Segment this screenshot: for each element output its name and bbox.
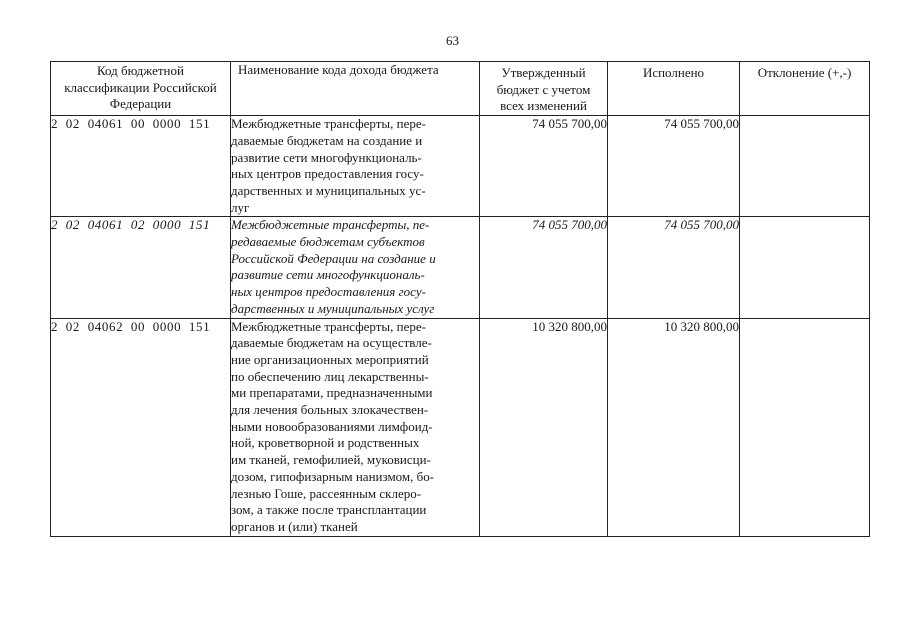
header-deviation: Отклонение (+,-) [740,62,870,116]
budget-revenue-table [50,61,870,537]
row-name-line: редаваемые бюджетам субъектов [231,234,425,250]
row-deviation [740,217,870,318]
row-approved: 10 320 800,00 [480,318,608,536]
table-row [51,116,870,217]
row-name-line: органов и (или) тканей [231,518,358,534]
row-executed: 74 055 700,00 [608,116,740,217]
row-code: 2 02 04061 02 0000 151 [51,217,231,318]
row-name-line: Межбюджетные трансферты, пере- [231,318,426,334]
row-name-line: ных центров предоставления госу- [231,166,424,182]
table-header-row [51,62,870,116]
row-name-line: ми препаратами, предназначенными [231,385,433,401]
row-name-line: зом, а также после трансплантации [231,502,427,518]
table-row [51,318,870,536]
row-name-line: развитие сети многофункциональ- [231,267,425,283]
row-deviation [740,318,870,536]
row-name-line: им тканей, гемофилией, муковисци- [231,452,431,468]
table-row [51,217,870,318]
row-name [231,217,480,318]
row-name-line: развитие сети многофункциональ- [231,149,422,165]
row-name-line: для лечения больных злокачествен- [231,402,429,418]
row-name-line: даваемые бюджетам на создание и [231,132,423,148]
header-name: Наименование кода дохода бюджета [231,62,480,116]
row-name-line: дарственных и муниципальных ус- [231,182,426,198]
header-code: Код бюджетной классификации Российской Федерации [51,62,231,116]
row-name-line: ными новообразованиями лимфоид- [231,418,433,434]
row-approved: 74 055 700,00 [480,217,608,318]
row-name-line: даваемые бюджетам на осуществле- [231,335,432,351]
row-name-line: дарственных и муниципальных услуг [231,300,435,316]
row-name [231,116,480,217]
row-name-line: лезнью Гоше, рассеянным склеро- [231,485,422,501]
row-name-line: ние организационных мероприятий [231,351,429,367]
page-number: 63 [446,33,459,48]
row-name-line: по обеспечению лиц лекарственны- [231,368,429,384]
header-executed: Исполнено [608,62,740,116]
row-name-line: луг [231,199,250,215]
row-approved: 74 055 700,00 [480,116,608,217]
row-deviation [740,116,870,217]
row-code: 2 02 04062 00 0000 151 [51,318,231,536]
row-name-line: Межбюджетные трансферты, пере- [231,116,426,132]
row-name-line: ных центров предоставления госу- [231,284,426,300]
row-name-line: Российской Федерации на создание и [231,250,436,266]
row-executed: 10 320 800,00 [608,318,740,536]
row-executed: 74 055 700,00 [608,217,740,318]
row-name-line: Межбюджетные трансферты, пе- [231,217,430,233]
row-name-line: ной, кроветворной и родственных [231,435,420,451]
row-code: 2 02 04061 00 0000 151 [51,116,231,217]
row-name-line: дозом, гипофизарным нанизмом, бо- [231,468,435,484]
header-approved: Утвержденный бюджет с учетом всех изменений [480,62,608,116]
row-name [231,318,480,536]
